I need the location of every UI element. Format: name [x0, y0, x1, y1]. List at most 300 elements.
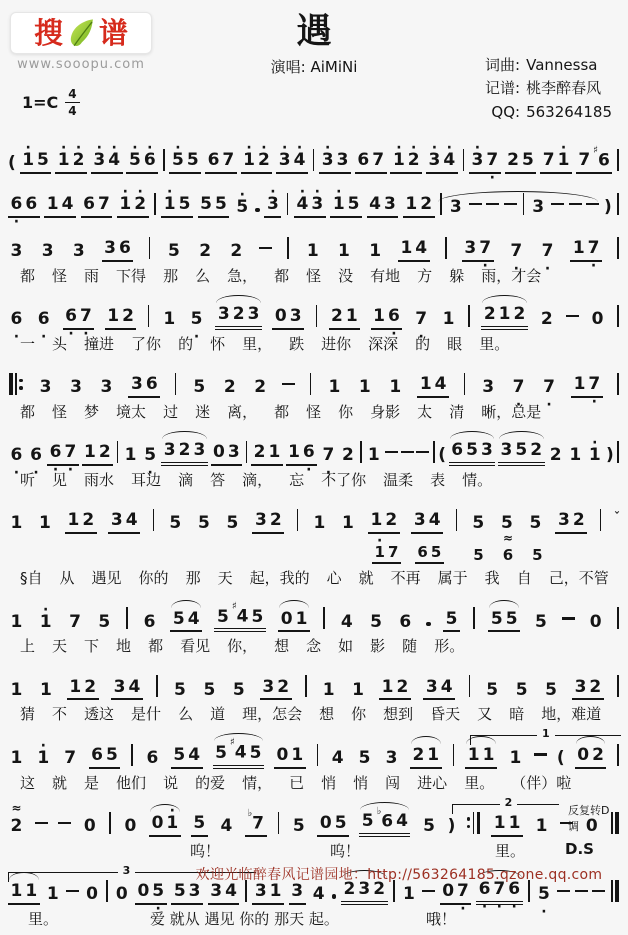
- lyric-syllable: 就: [52, 773, 68, 792]
- note: 1: [313, 513, 326, 534]
- note-group: [161, 441, 208, 466]
- note: 0: [585, 816, 598, 837]
- note: 6: [207, 150, 220, 171]
- note: 5: [106, 745, 118, 766]
- lyric-syllable: 道: [210, 705, 226, 724]
- note: 7: [97, 194, 110, 215]
- note-group: [403, 195, 435, 218]
- note: 3: [254, 881, 267, 902]
- dash: [592, 890, 605, 893]
- note-group: [387, 378, 404, 398]
- lyric-syllable: 说: [163, 773, 179, 792]
- note: 3: [188, 881, 201, 902]
- note: 1: [508, 813, 521, 834]
- note-group: [144, 749, 161, 769]
- accidental-icon: ♯: [593, 144, 598, 156]
- note-group: [383, 749, 400, 769]
- note: 2: [331, 306, 343, 327]
- note-group: [98, 378, 115, 398]
- lyric-syllable: 眼: [447, 335, 463, 353]
- note-group: [161, 310, 178, 330]
- note: 4: [440, 676, 453, 697]
- note: 1: [291, 745, 304, 766]
- note-group: [117, 195, 149, 218]
- note-group: [541, 378, 558, 398]
- note-group: [8, 817, 25, 837]
- notation-line: [8, 594, 620, 632]
- note: 0: [280, 608, 293, 629]
- lyric-syllable: 一: [20, 335, 36, 353]
- note: 2: [343, 879, 356, 900]
- note: 6 ·: [36, 310, 51, 330]
- dash: [282, 383, 295, 386]
- lyric-syllable: 不再: [390, 569, 421, 588]
- lyric-syllable: 不: [52, 705, 68, 724]
- note: 5 ·: [189, 310, 204, 330]
- note: 0: [577, 745, 590, 766]
- note: 3: [425, 676, 438, 697]
- note: 4: [61, 194, 74, 215]
- note: 5: [423, 816, 435, 837]
- barline: [163, 149, 165, 171]
- note: 5: [203, 679, 216, 700]
- credit-label: 词曲:: [485, 56, 521, 74]
- note: 6: [145, 374, 158, 395]
- note: 6: [83, 194, 95, 215]
- score-system: [8, 662, 620, 724]
- note: ≈ 2: [10, 816, 23, 837]
- note: 1: [493, 813, 506, 834]
- note: ♭7: [247, 807, 265, 834]
- note-group: [286, 443, 318, 466]
- lyric-syllable: 跌: [289, 335, 305, 353]
- note: · 1: [391, 151, 406, 171]
- note: 5: [98, 611, 111, 632]
- note-group: [340, 514, 357, 534]
- barline-stroke: [317, 744, 319, 766]
- note: 5: [521, 150, 534, 171]
- lyric-syllable: 不了你: [321, 471, 367, 489]
- barline: [154, 193, 156, 215]
- lyric-syllable: 那: [185, 569, 201, 588]
- note-group: [35, 310, 52, 330]
- note-group: [294, 195, 326, 218]
- note-group: [356, 378, 373, 398]
- note: 3: [210, 881, 223, 902]
- lyric-syllable: 有地: [370, 267, 401, 285]
- lyrics-line: [8, 772, 620, 793]
- note-group: [188, 310, 205, 330]
- note-group: [586, 446, 603, 466]
- note: 3: [336, 150, 349, 171]
- barline-stroke: [464, 373, 466, 395]
- note: 1: [498, 304, 511, 325]
- note-group: [230, 681, 247, 701]
- barline-stroke: [360, 441, 362, 463]
- note: 5: [473, 546, 484, 564]
- barline-stroke: [278, 812, 280, 834]
- lyric-fragment: D.S: [565, 839, 594, 858]
- lyric-syllable: 怪: [52, 403, 68, 421]
- note: 5: [169, 513, 182, 534]
- note: 7: [222, 150, 235, 171]
- lyric-syllable: 这: [20, 773, 36, 792]
- note: 2: [232, 304, 245, 325]
- note-group: [215, 305, 262, 330]
- lyric-syllable: 没: [338, 267, 354, 285]
- barline-stroke: [617, 193, 619, 215]
- barline: [617, 675, 619, 697]
- note: 1: [573, 374, 586, 395]
- lyric-syllable: 急，: [227, 267, 258, 285]
- note-group: [108, 511, 140, 534]
- note-group: [421, 817, 438, 837]
- logo-char-right: 谱: [99, 15, 129, 50]
- lyric-syllable: 忘: [289, 471, 305, 489]
- note: · 2: [406, 151, 421, 171]
- note: · 3: [427, 151, 442, 171]
- barline-stroke: [305, 675, 307, 697]
- accidental-icon: ♭: [247, 807, 253, 819]
- note: 0: [151, 813, 164, 834]
- lyric-syllable: 耳边: [131, 471, 162, 489]
- note: 3: [480, 440, 493, 461]
- note: 5: [347, 194, 360, 215]
- note-group: [211, 443, 243, 466]
- note-group: [122, 446, 139, 466]
- note-group: [208, 882, 240, 905]
- note: · 1: [38, 613, 53, 633]
- note: 6 ·: [64, 307, 79, 327]
- note-group: [221, 378, 238, 398]
- note: 3: [557, 510, 570, 531]
- note-group: [198, 195, 230, 218]
- note: 7 ·: [540, 242, 555, 262]
- footer-link[interactable]: 欢迎光临醉春风记谱园地：http://563264185.qzone.qq.com: [195, 867, 603, 883]
- lyric-syllable: 悄: [353, 773, 369, 792]
- note: 3: [247, 304, 260, 325]
- note: · 3: [470, 151, 485, 171]
- note: · 3: [92, 151, 107, 171]
- score-system: [8, 594, 620, 656]
- lyric-syllable: 滴: [178, 471, 194, 489]
- note-group: [498, 441, 545, 466]
- note-group: [368, 511, 400, 534]
- note: 5: [226, 513, 239, 534]
- note: 1: [163, 309, 176, 330]
- note: 7 ·: [478, 239, 493, 259]
- barline-stroke: [453, 744, 455, 766]
- lyric-syllable: 你，: [227, 637, 258, 656]
- note: 7 ·: [511, 378, 526, 398]
- barline: [131, 744, 133, 766]
- lyric-syllable: 了你: [131, 335, 162, 353]
- barline-stroke: [117, 441, 119, 463]
- note: 2: [412, 745, 425, 766]
- note-group: [397, 613, 414, 633]
- note: 5: [358, 748, 371, 769]
- repeat-transpose-note: 反复转D调: [568, 803, 610, 833]
- note-group: [8, 749, 25, 769]
- barline: [600, 509, 602, 531]
- lyric-syllable: 晰，总是: [481, 403, 542, 421]
- lyric-syllable: 里。: [464, 773, 495, 792]
- note: 7 ·: [509, 242, 524, 262]
- lyrics-line: [8, 469, 620, 490]
- barline: [473, 607, 475, 629]
- lyric-syllable: 猜: [20, 705, 36, 724]
- lyric-syllable: 答: [210, 471, 226, 489]
- parenthesis: ): [447, 816, 456, 837]
- lyric-syllable: 听: [20, 471, 36, 489]
- lyric-syllable: （伴）啦: [511, 773, 572, 792]
- note: 6 ·: [9, 310, 24, 330]
- notation-line: [8, 662, 620, 700]
- note-group: [367, 195, 399, 218]
- note: 7: [372, 150, 385, 171]
- key-signature: [22, 88, 80, 117]
- dash: [575, 890, 588, 893]
- note-group: [245, 807, 267, 837]
- barline: [468, 305, 470, 327]
- lyric-fragment: 里。: [28, 909, 59, 928]
- note: 6: [143, 611, 156, 632]
- note: 0: [137, 881, 150, 902]
- note: 6 ·: [48, 443, 63, 463]
- note-group: [67, 678, 99, 701]
- note-group: [201, 681, 218, 701]
- dot: [467, 825, 471, 829]
- note: 1: [370, 510, 383, 531]
- note: 5: [197, 513, 210, 534]
- note: 6 ·: [301, 443, 316, 463]
- barline-stroke: [456, 509, 458, 531]
- note: · 4: [107, 151, 122, 171]
- note-group: [355, 151, 387, 174]
- note: 1: [46, 884, 59, 905]
- barline: [617, 373, 619, 395]
- notation-line: [8, 428, 620, 466]
- note: 5: [168, 241, 180, 262]
- note: 3: [383, 194, 396, 215]
- barline-stroke: [617, 237, 619, 259]
- dash: [66, 890, 79, 893]
- note: 1: [269, 881, 282, 902]
- note: 5: [515, 679, 528, 700]
- note: 7 ·: [456, 882, 471, 902]
- dash: [504, 203, 517, 206]
- note: 2: [269, 510, 282, 531]
- barline: [617, 607, 619, 629]
- note: 3: [413, 510, 426, 531]
- score-system: [8, 136, 620, 174]
- note-group: [398, 239, 430, 262]
- note: · 4: [295, 195, 310, 215]
- note: 3: [104, 238, 116, 259]
- lyric-syllable: 我: [484, 569, 500, 588]
- note-group: [141, 613, 158, 633]
- barline: [445, 237, 447, 259]
- barline: [617, 237, 619, 259]
- note: 2: [254, 377, 267, 398]
- lyric-syllable: 情。: [462, 471, 493, 489]
- note: 7: [542, 150, 555, 171]
- note-group: [410, 746, 442, 769]
- lyric-syllable: 是: [84, 773, 100, 792]
- note-group: [423, 678, 455, 701]
- note: 3: [41, 241, 54, 262]
- note-group: [234, 198, 251, 218]
- barline-stroke: [600, 509, 602, 531]
- note-group: [411, 511, 443, 534]
- note: · 1: [21, 151, 36, 171]
- note-group: [166, 242, 183, 262]
- barline-stroke: [445, 237, 447, 259]
- score-system: [8, 292, 620, 354]
- dash: [557, 890, 570, 893]
- note-group: [350, 681, 367, 701]
- dash: [566, 315, 579, 318]
- note-group: [8, 882, 40, 905]
- note: 7 ·: [587, 375, 602, 395]
- accidental-icon: ♯: [229, 737, 235, 749]
- note: 3: [113, 676, 126, 697]
- note: 5: [445, 608, 458, 629]
- note: 1: [419, 374, 432, 395]
- note: 6: [91, 745, 104, 766]
- barline: [317, 744, 319, 766]
- note: 2: [483, 304, 496, 325]
- barline: [469, 675, 471, 697]
- lyric-syllable: 天: [217, 569, 233, 588]
- note: 3: [10, 241, 23, 262]
- note-group: [47, 443, 79, 466]
- note: 5: [215, 743, 227, 764]
- parenthesis: (: [438, 445, 447, 466]
- note-group: [413, 310, 430, 330]
- barline-stroke: [9, 373, 13, 395]
- note-group: [35, 749, 52, 769]
- note-group: [570, 239, 602, 262]
- dash: [586, 203, 599, 206]
- parenthesis: ): [605, 445, 614, 466]
- score-system: [8, 224, 620, 286]
- note: 1: [467, 745, 480, 766]
- lyric-syllable: 雨: [84, 267, 100, 285]
- note-group: [62, 749, 79, 769]
- note: 2: [513, 304, 526, 325]
- score-system: [8, 180, 620, 218]
- note-group: [311, 514, 328, 534]
- lyric-syllable: 透这: [84, 705, 115, 724]
- note: 3: [449, 197, 462, 218]
- lyric-syllable: §自: [20, 569, 43, 588]
- note-group: [505, 151, 537, 174]
- dash: [534, 753, 547, 756]
- note: 2: [507, 150, 519, 171]
- score-body: [8, 136, 620, 935]
- note-group: [113, 885, 130, 905]
- note: 1: [369, 241, 382, 262]
- dash: [58, 822, 71, 825]
- note: 6: [118, 238, 131, 259]
- dash: [401, 451, 414, 454]
- note: 1: [295, 608, 308, 629]
- note-group: [8, 195, 40, 218]
- note: 5: [37, 150, 49, 171]
- note: 3: [464, 238, 477, 259]
- note: 6: [451, 440, 464, 461]
- dot: [19, 386, 23, 390]
- barline-stroke: [15, 373, 17, 395]
- note: 5: [472, 513, 485, 534]
- barline-stroke: [477, 812, 481, 834]
- lyric-syllable: 方: [417, 267, 433, 285]
- note-group: [320, 446, 337, 466]
- barline: [467, 812, 481, 834]
- note: 2: [342, 445, 354, 466]
- lyric-syllable: 都: [20, 267, 36, 285]
- note: · 5: [127, 151, 142, 171]
- note: 5: [515, 440, 528, 461]
- note: 3: [254, 510, 267, 531]
- notation-line: [8, 496, 620, 534]
- note: 5: [193, 813, 206, 834]
- note: 6 ·: [386, 307, 401, 327]
- lyric-syllable: 你的: [138, 569, 169, 588]
- note: 7 ·: [321, 446, 336, 466]
- lyric-syllable: 地: [116, 637, 132, 656]
- lyric-syllable: 深深: [368, 335, 399, 353]
- lyric-syllable: 那: [163, 267, 179, 285]
- barline: [440, 193, 442, 215]
- note-group: [317, 814, 349, 837]
- credit-qq: [472, 101, 612, 124]
- note-group: [89, 746, 121, 769]
- note: 6: [357, 150, 370, 171]
- note-group: [329, 749, 346, 769]
- barline-stroke: [310, 373, 312, 395]
- lyric-syllable: 怪: [52, 267, 68, 285]
- barline-stroke: [287, 193, 289, 215]
- note: 1: [367, 445, 380, 466]
- logo-url[interactable]: www.sooopu.com: [17, 57, 145, 72]
- note-group: [543, 681, 560, 701]
- note: 1: [338, 241, 350, 262]
- note-group: [197, 242, 214, 262]
- note: 2: [277, 676, 290, 697]
- note-group: [400, 885, 417, 905]
- note: 1: [345, 306, 358, 327]
- note: · 3: [265, 195, 280, 215]
- note-group: [484, 681, 501, 701]
- note-group: [126, 151, 158, 174]
- note-group: [260, 678, 292, 701]
- lyric-syllable: 么: [178, 705, 194, 724]
- lyric-syllable: 他们: [116, 773, 147, 792]
- note: 1: [572, 238, 585, 259]
- note: 1: [46, 194, 59, 215]
- note: 1: [427, 745, 440, 766]
- lyric-syllable: 地，难道: [541, 705, 602, 724]
- lyric-syllable: 梦: [84, 403, 100, 421]
- note-group: [539, 242, 556, 262]
- note: 6: [146, 748, 159, 769]
- note: 2: [230, 241, 243, 262]
- note-group: [532, 613, 549, 633]
- credits-block: [472, 54, 612, 124]
- note: 2: [373, 879, 386, 900]
